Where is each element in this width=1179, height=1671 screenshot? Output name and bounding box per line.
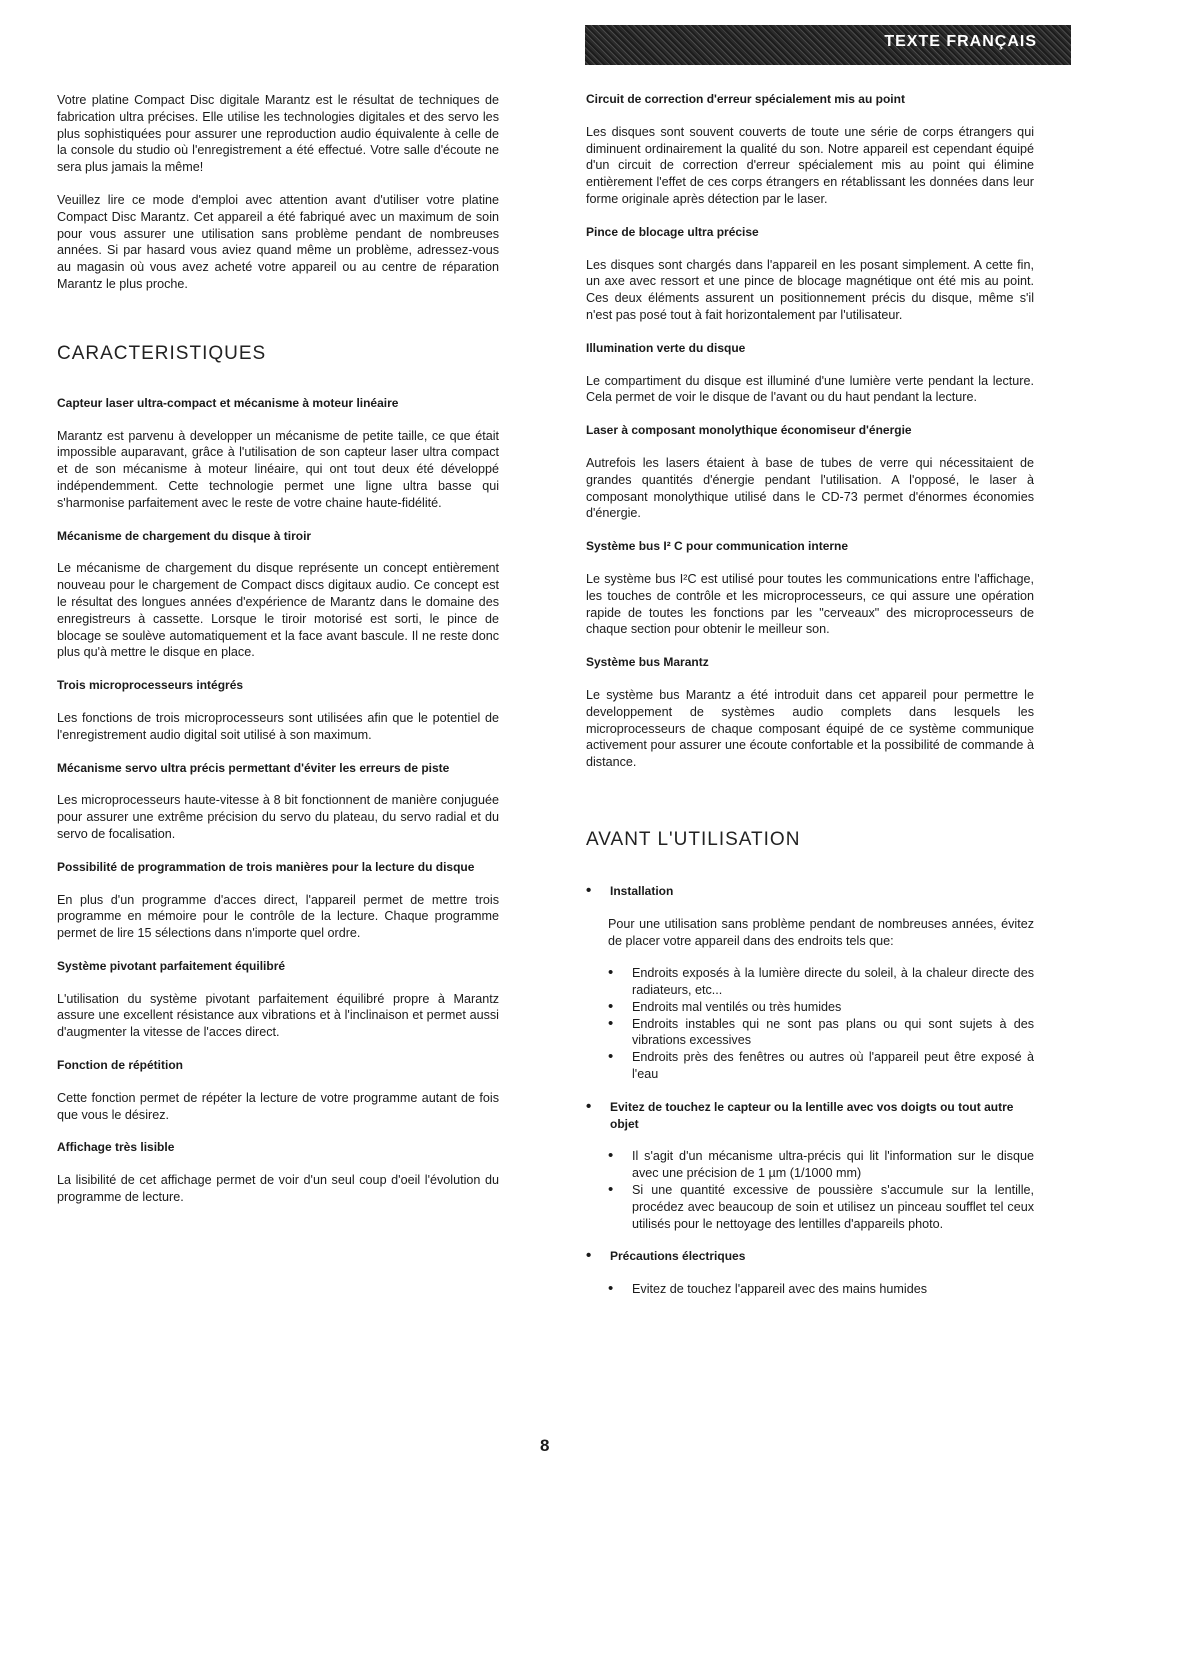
paragraph: Le système bus Marantz a été introduit dans cet appareil pour permettre le developpement de systèmes audio complets dans lesquels les microprocesseurs de chaque composant équipé de ce système communique activement pour assurer une écoute confortable et la possibilité de commande à distance. (586, 687, 1034, 770)
subheading: Trois microprocesseurs intégrés (57, 678, 244, 693)
paragraph: Les microprocesseurs haute-vitesse à 8 bit fonctionnent de manière conjuguée pour assurer une extrême précision du servo du plateau, du servo radial et du servo de focalisation. (57, 793, 499, 841)
subheading: Système pivotant parfaitement équilibré (57, 958, 286, 973)
subheading: Fonction de répétition (57, 1058, 183, 1073)
paragraph: Les disques sont souvent couverts de toute une série de corps étrangers qui diminuent ordinairement la qualité du son. Notre appareil est cependant équipé d'un circuit de correction d'erreur spécialement mis au point qui élimine entièrement l'effet de ces corps étrangers en rétablissant les données dans leur forme originale après détection par le laser. (586, 124, 1034, 206)
left-column (57, 92, 499, 1222)
subheading: Mécanisme de chargement du disque à tiroir (57, 528, 312, 543)
subheading: Mécanisme servo ultra précis permettant d'éviter les erreurs de piste (57, 760, 450, 775)
bullet-heading: • Précautions électriques (586, 1248, 1034, 1265)
paragraph: Le mécanisme de chargement du disque représente un concept entièrement nouveau pour le chargement de Compact discs digitaux audio. Ce concept est le résultat des longues années d'expérience de Marantz dans le domaine des enregistreurs à cassette. Lorsque le tiroir motorisé est sorti, le pince de blocage se soulève automatiquement et la face avant bascule. Il ne reste donc plus qu'à mettre le disque en place. (57, 561, 499, 660)
subheading: Pince de blocage ultra précise (586, 224, 759, 239)
list-item: • Endroits près des fenêtres ou autres où l'appareil peut être exposé à l'eau (608, 1049, 1034, 1083)
subheading: Capteur laser ultra-compact et mécanisme à moteur linéaire (57, 395, 399, 410)
paragraph: Veuillez lire ce mode d'emploi avec attention avant d'utiliser votre platine Compact Disc Marantz. Cet appareil a été fabriqué avec un maximum de soin pour vous assurer une utilisation sans problème pendant de nombreuses années. Si par hasard vous aviez quand même un problème, adressez-vous au magasin où vous avez acheté votre appareil ou au centre de réparation Marantz le plus proche. (57, 192, 499, 291)
subheading: Laser à composant monolythique économiseur d'énergie (586, 423, 912, 438)
paragraph: En plus d'un programme d'acces direct, l'appareil permet de mettre trois programme en mémoire pour le contrôle de la lecture. Chaque programme permet de lire 15 sélections dans n'importe quel ordre. (57, 892, 499, 941)
paragraph: Pour une utilisation sans problème pendant de nombreuses années, évitez de placer votre appareil dans des endroits tels que: (608, 916, 1034, 948)
subheading: Circuit de correction d'erreur spécialement mis au point (586, 92, 905, 106)
list-item: • Endroits exposés à la lumière directe du soleil, à la chaleur directe des radiateurs, etc... (608, 965, 1034, 999)
paragraph: Autrefois les lasers étaient à base de tubes de verre qui nécessitaient de grandes quantités d'énergie pendant l'utilisation. A l'opposé, le laser à composant monolythique utilisé dans le CD-73 permet d'énormes économies d'énergie. (586, 455, 1034, 521)
subheading: Possibilité de programmation de trois manières pour la lecture du disque (57, 859, 475, 874)
page-number: 8 (540, 1436, 550, 1455)
paragraph: Votre platine Compact Disc digitale Marantz est le résultat de techniques de fabrication ultra précises. Elle utilise les technologies digitales et des servo les plus sophistiquées pour assurer une reproduction audio équivalente à celle de la console du studio où l'enregistrement a été effectué. Votre salle d'écoute ne sera plus jamais la même! (57, 93, 499, 175)
bullet-heading: • Installation (586, 883, 1034, 900)
subheading: Affichage très lisible (57, 1140, 175, 1155)
list-item: • Evitez de touchez l'appareil avec des mains humides (608, 1281, 1034, 1298)
section-heading: AVANT L'UTILISATION (586, 828, 801, 850)
list-item: • Il s'agit d'un mécanisme ultra-précis qui lit l'information sur le disque avec une précision de 1 µm (1/1000 mm) (608, 1148, 1034, 1182)
bullet-list (608, 1281, 1034, 1298)
paragraph: Les disques sont chargés dans l'appareil en les posant simplement. A cette fin, un axe avec ressort et une pince de blocage magnétique ont été mis au point. Ces deux éléments assurent un positionnement précis du disque, même s'il n'est pas posé tout à fait horizontalement par l'utilisateur. (586, 257, 1034, 322)
list-item: • Endroits instables qui ne sont pas plans ou qui sont sujets à des vibrations excessives (608, 1016, 1034, 1050)
right-column (586, 91, 1034, 1314)
list-item: • Endroits mal ventilés ou très humides (608, 999, 1034, 1016)
paragraph: Le compartiment du disque est illuminé d'une lumière verte pendant la lecture. Cela permet de voir le disque de l'avant ou du haut pendant la lecture. (586, 373, 1034, 405)
subheading: Système bus Marantz (586, 655, 709, 670)
bullet-heading: • Evitez de touchez le capteur ou la lentille avec vos doigts ou tout autre objet (586, 1099, 1034, 1133)
subheading: Système bus I² C pour communication interne (586, 539, 849, 554)
paragraph: Cette fonction permet de répéter la lecture de votre programme autant de fois que vous le désirez. (57, 1090, 499, 1122)
bullet-list (608, 1148, 1034, 1232)
list-item: • Si une quantité excessive de poussière s'accumule sur la lentille, procédez avec beaucoup de soin et utilisez un pinceau soufflet tel ceux utilisés pour le nettoyage des lentilles d'appareils photo. (608, 1182, 1034, 1232)
section-banner: TEXTE FRANÇAIS (585, 25, 1071, 65)
paragraph: Marantz est parvenu à developper un mécanisme de petite taille, ce que était impossible auparavant, grâce à l'utilisation de son capteur laser ultra compact et de son mécanisme à moteur linéaire, qui ont tout deux été développé indépendemment. Cette technologie permet une ligne ultra basse qui s'harmonise parfaitement avec le reste de votre chaine haute-fidélité. (57, 428, 499, 510)
paragraph: Les fonctions de trois microprocesseurs sont utilisées afin que le potentiel de l'enregistrement audio digital soit utilisé à son maximum. (57, 710, 499, 742)
paragraph: Le système bus I²C est utilisé pour toutes les communications entre l'affichage, les touches de contrôle et les microprocesseurs, ce qui assure une opération rapide de toutes les fonctions par les "cerveaux" des microprocesseurs de chaque section pour obtenir le meilleur son. (586, 571, 1034, 637)
paragraph: La lisibilité de cet affichage permet de voir d'un seul coup d'oeil l'évolution du programme de lecture. (57, 1173, 499, 1205)
bullet-list (608, 965, 1034, 1083)
section-heading: CARACTERISTIQUES (57, 342, 267, 364)
subheading: Illumination verte du disque (586, 340, 746, 355)
paragraph: L'utilisation du système pivotant parfaitement équilibré propre à Marantz assure une excellent résistance aux vibrations et à l'inclinaison et permet aussi d'augmenter la vitesse de l'acces direct. (57, 991, 499, 1040)
